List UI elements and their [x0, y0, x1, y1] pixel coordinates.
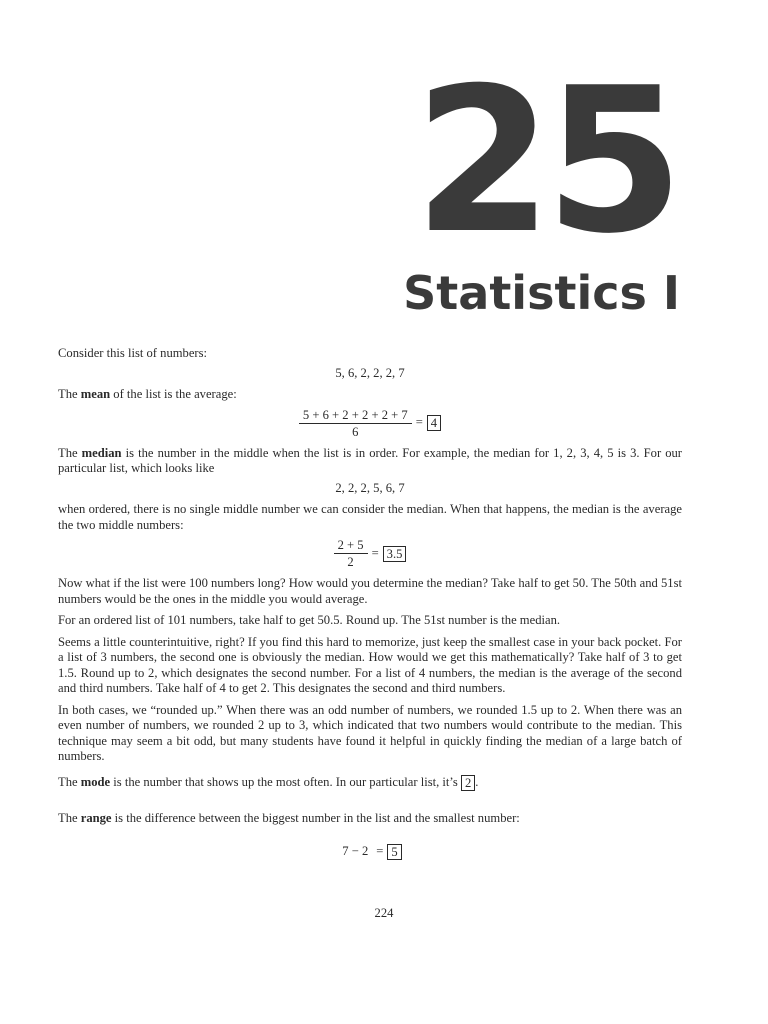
term-mode: mode: [80, 774, 111, 789]
mean-denominator: 6: [352, 424, 359, 439]
paragraph-100: Now what if the list were 100 numbers long? How would you determine the median? Take half to get 50. The 50th and 51st numbers would be the ones in the middle you would average.: [58, 576, 682, 606]
median-denominator: 2: [347, 555, 354, 569]
mean-answer-box: 4: [427, 415, 441, 431]
equals-sign: =: [371, 545, 379, 560]
equals-sign: =: [376, 844, 384, 859]
range-answer-box: 5: [387, 844, 401, 860]
mode-answer-box: 2: [461, 775, 475, 791]
chapter-title: Statistics I: [403, 266, 680, 320]
range-equation: [58, 844, 682, 860]
mean-numerator: 5 + 6 + 2 + 2 + 2 + 7: [299, 407, 412, 424]
term-median: median: [81, 445, 122, 460]
paragraph-101: For an ordered list of 101 numbers, take half to get 50.5. Round up. The 51st number is the median.: [58, 613, 561, 627]
median-numerator: 2 + 5: [334, 537, 368, 554]
median-fraction: [334, 537, 368, 570]
range-expression: 7 − 2: [342, 844, 369, 859]
median-equation: [58, 537, 682, 570]
page-number: 224: [374, 906, 394, 920]
median-answer-box: 3.5: [383, 546, 407, 562]
chapter-number: 25: [413, 45, 676, 278]
paragraph-counterintuitive: Seems a little counterintuitive, right? If you find this hard to memorize, just keep the smallest case in your back pocket. For a list of 3 numbers, the second one is obviously the median. How would we get this mathematically? Take half of 3 to get 1.5. Round up to 2, which designates the second number. For a list of 4 numbers, the median is the average of the second and third numbers. Take half of 4 to get 2. This designates the second and third numbers.: [58, 634, 682, 695]
paragraph-mean: The mean of the list is the average:: [58, 387, 237, 401]
paragraph-median: The median is the number in the middle when the list is in order. For example, the median for 1, 2, 3, 4, 5 is 3. For our particular list, which looks like: [58, 445, 683, 475]
paragraph-both-cases: In both cases, we “rounded up.” When there was an odd number of numbers, we rounded 1.5 up to 2. When there was an even number of numbers, we rounded 2 up to 3, which indicated that two numbers would contribute to the median. This technique may seem a bit odd, but many students have found it helpful in quickly finding the median of a large batch of numbers.: [58, 702, 682, 763]
paragraph-mode: The mode is the number that shows up the most often. In our particular list, it’s 2 .: [58, 774, 479, 790]
page-content: [58, 346, 682, 866]
paragraph-intro: Consider this list of numbers:: [58, 346, 208, 360]
term-range: range: [80, 810, 112, 825]
ordered-list: 2, 2, 2, 5, 6, 7: [335, 480, 405, 495]
equals-sign: =: [415, 415, 423, 430]
number-list: 5, 6, 2, 2, 2, 7: [335, 365, 405, 380]
mean-fraction: [299, 407, 412, 440]
term-mean: mean: [80, 387, 111, 401]
mean-equation: [58, 407, 682, 440]
paragraph-ordered: when ordered, there is no single middle number we can consider the median. When that happens, the median is the average the two middle numbers:: [58, 502, 682, 532]
paragraph-range: The range is the difference between the biggest number in the list and the smallest number:: [58, 810, 520, 825]
